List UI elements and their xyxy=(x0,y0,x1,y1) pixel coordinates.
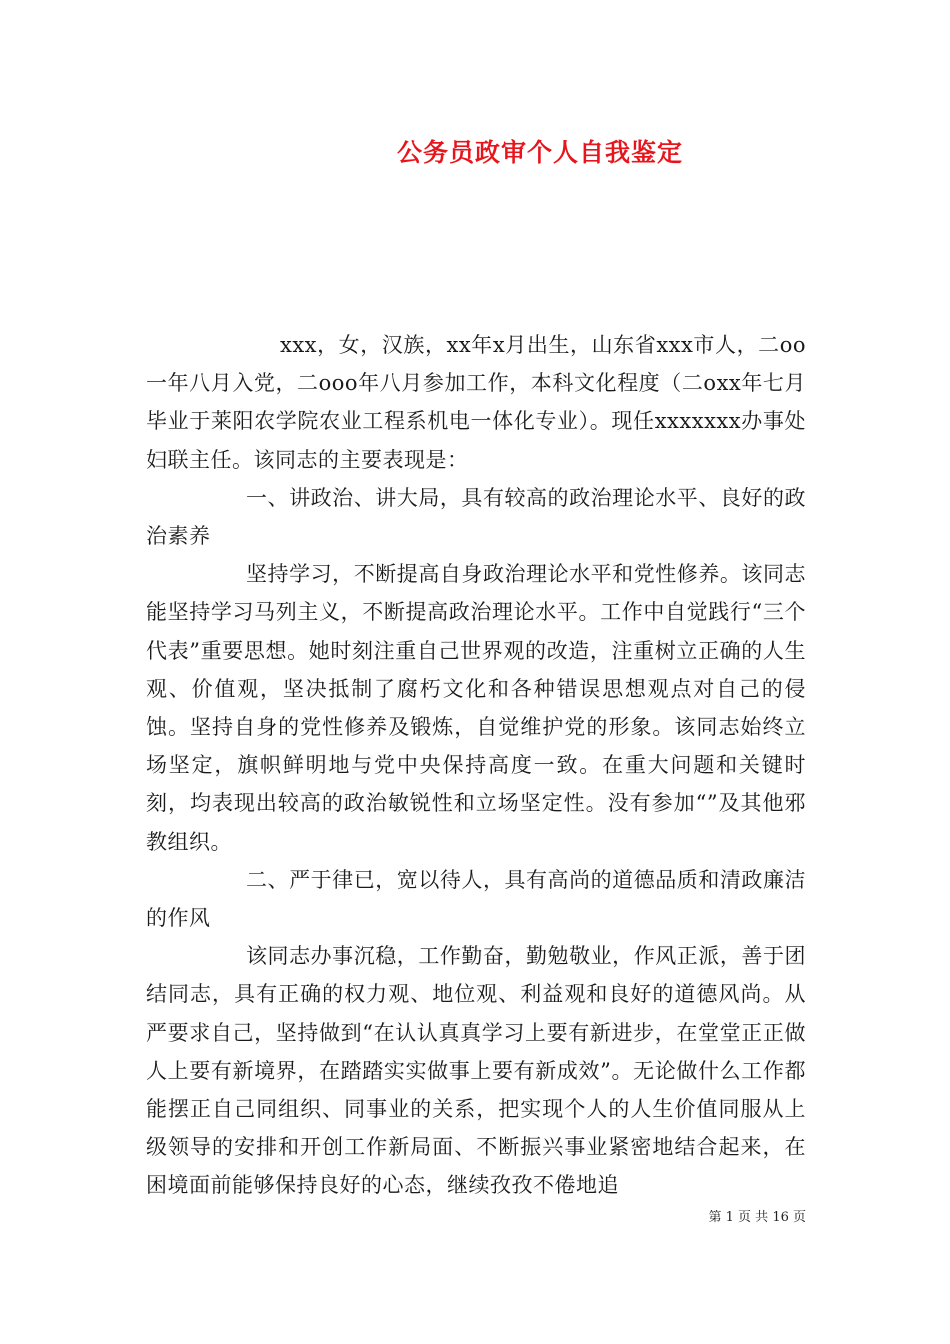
document-body xyxy=(146,326,806,1205)
page-number: 第 1 页 共 16 页 xyxy=(708,1210,806,1225)
body-paragraph-1: 坚持学习，不断提高自身政治理论水平和党性修养。该同志能坚持学习马列主义，不断提高政治理论水平。工作中自觉践行“三个代表”重要思想。她时刻注重自己世界观的改造，注重树立正确的人生观、价值观，坚决抵制了腐朽文化和各种错误思想观点对自己的侵蚀。坚持自身的党性修养及锻炼，自觉维护党的形象。该同志始终立场坚定，旗帜鲜明地与党中央保持高度一致。在重大问题和关键时刻，均表现出较高的政治敏锐性和立场坚定性。没有参加“”及其他邪教组织。 xyxy=(146,562,806,854)
intro-paragraph: xxx，女，汉族，xx年x月出生，山东省xxx市人，二oo一年八月入党，二ooo年八月参加工作，本科文化程度（二oxx年七月毕业于莱阳农学院农业工程系机电一体化专业）。现任xxxxxxx办事处妇联主任。该同志的主要表现是： xyxy=(146,333,806,472)
body-paragraph-2: 该同志办事沉稳，工作勤奋，勤勉敬业，作风正派，善于团结同志，具有正确的权力观、地位观、利益观和良好的道德风尚。从严要求自己，坚持做到“在认认真真学习上要有新进步，在堂堂正正做人上要有新境界，在踏踏实实做事上要有新成效”。无论做什么工作都能摆正自己同组织、同事业的关系，把实现个人的人生价值同服从上级领导的安排和开创工作新局面、不断振兴事业紧密地结合起来，在困境面前能够保持良好的心态，继续孜孜不倦地追 xyxy=(146,944,806,1198)
section-heading-2: 二、严于律已，宽以待人，具有高尚的道德品质和清政廉洁的作风 xyxy=(146,867,806,931)
section-heading-1: 一、讲政治、讲大局，具有较高的政治理论水平、良好的政治素养 xyxy=(146,485,806,549)
document-title: 公务员政审个人自我鉴定 xyxy=(396,138,683,167)
